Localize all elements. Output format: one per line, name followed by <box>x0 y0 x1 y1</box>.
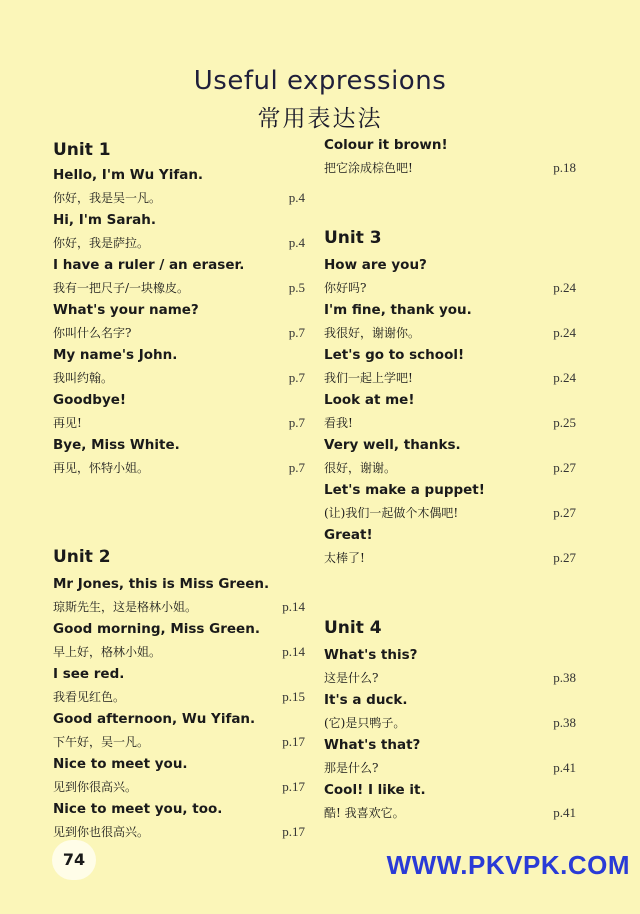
expression-en: Let's go to school! <box>324 347 465 363</box>
unit-1-title: Unit 1 <box>53 140 111 160</box>
list-item <box>324 734 576 779</box>
list-item <box>324 689 576 734</box>
list-item <box>324 644 576 689</box>
list-item <box>53 209 305 254</box>
page-ref: p.4 <box>288 190 305 205</box>
page-ref: p.7 <box>288 325 305 340</box>
expression-cn: 我们一起上学吧! <box>324 371 413 385</box>
list-item <box>53 434 305 479</box>
expression-en: What's your name? <box>53 302 199 318</box>
unit-4-title: Unit 4 <box>324 618 382 638</box>
expression-cn: 那是什么? <box>324 761 379 775</box>
expression-en: Nice to meet you, too. <box>53 801 223 817</box>
page-ref: p.24 <box>553 280 576 295</box>
list-item <box>53 344 305 389</box>
right-column <box>324 134 576 824</box>
left-column <box>53 136 305 843</box>
expression-cn: 把它涂成棕色吧! <box>324 161 413 175</box>
expression-cn: 我很好，谢谢你。 <box>324 326 421 340</box>
list-item <box>324 389 576 434</box>
page-ref: p.41 <box>553 805 576 820</box>
expression-cn: 琼斯先生，这是格林小姐。 <box>53 600 198 614</box>
expression-cn: 下午好，吴一凡。 <box>53 735 150 749</box>
page-ref: p.14 <box>282 599 305 614</box>
expression-en: Colour it brown! <box>324 137 448 153</box>
expression-cn: 你好吗? <box>324 281 367 295</box>
page-ref: p.25 <box>553 415 576 430</box>
list-item <box>324 779 576 824</box>
list-item <box>324 434 576 479</box>
expression-cn: 看我! <box>324 416 353 430</box>
expression-cn: 酷! 我喜欢它。 <box>324 806 405 820</box>
list-item <box>53 663 305 708</box>
page-ref: p.7 <box>288 415 305 430</box>
expression-en: Good afternoon, Wu Yifan. <box>53 711 256 727</box>
list-item <box>53 708 305 753</box>
unit-2-title: Unit 2 <box>53 547 111 567</box>
page-ref: p.18 <box>553 160 576 175</box>
expression-en: What's this? <box>324 647 418 663</box>
page-ref: p.38 <box>553 715 576 730</box>
expression-cn: 太棒了! <box>324 551 365 565</box>
expression-en: I see red. <box>53 666 125 682</box>
page-ref: p.14 <box>282 644 305 659</box>
expression-en: What's that? <box>324 737 421 753</box>
page-title-cn: 常用表达法 <box>257 106 383 132</box>
list-item <box>53 618 305 663</box>
page-ref: p.38 <box>553 670 576 685</box>
list-item <box>324 299 576 344</box>
expression-cn: 你好，我是萨拉。 <box>53 236 150 250</box>
expression-cn: (它)是只鸭子。 <box>324 716 406 730</box>
page-ref: p.24 <box>553 325 576 340</box>
expression-en: Great! <box>324 527 373 543</box>
expression-en: I have a ruler / an eraser. <box>53 257 245 273</box>
expression-en: Let's make a puppet! <box>324 482 485 498</box>
expression-cn: 再见，怀特小姐。 <box>53 461 150 475</box>
page-ref: p.27 <box>553 460 576 475</box>
expression-cn: 你叫什么名字? <box>53 326 132 340</box>
page-ref: p.24 <box>553 370 576 385</box>
list-item <box>53 164 305 209</box>
expression-cn: 我叫约翰。 <box>53 371 114 385</box>
expression-en: I'm fine, thank you. <box>324 302 472 318</box>
expression-cn: 再见! <box>53 416 82 430</box>
expression-en: Hi, I'm Sarah. <box>53 212 157 228</box>
expression-cn: 见到你很高兴。 <box>53 780 138 794</box>
list-item <box>324 479 576 524</box>
list-item <box>53 753 305 798</box>
expression-en: Cool! I like it. <box>324 782 426 798</box>
expression-cn: 这是什么? <box>324 671 379 685</box>
page-ref: p.15 <box>282 689 305 704</box>
page-ref: p.27 <box>553 550 576 565</box>
page-ref: p.17 <box>282 734 305 749</box>
expression-en: How are you? <box>324 257 427 273</box>
expression-en: Nice to meet you. <box>53 756 188 772</box>
page-ref: p.5 <box>288 280 305 295</box>
expression-cn: 你好，我是吴一凡。 <box>53 191 162 205</box>
expression-en: Mr Jones, this is Miss Green. <box>53 576 270 592</box>
page-title-en: Useful expressions <box>193 66 447 96</box>
expression-cn: 早上好，格林小姐。 <box>53 645 162 659</box>
expression-en: Hello, I'm Wu Yifan. <box>53 167 204 183</box>
list-item <box>53 798 305 843</box>
expression-cn: 我有一把尺子/一块橡皮。 <box>53 281 190 295</box>
list-item <box>53 299 305 344</box>
page-ref: p.17 <box>282 779 305 794</box>
expression-en: Goodbye! <box>53 392 127 408</box>
page-ref: p.7 <box>288 460 305 475</box>
expression-cn: 见到你也很高兴。 <box>53 825 150 839</box>
list-item <box>324 524 576 569</box>
expression-en: Bye, Miss White. <box>53 437 180 453</box>
expression-en: It's a duck. <box>324 692 408 708</box>
list-item <box>324 344 576 389</box>
expression-cn: 很好，谢谢。 <box>324 461 397 475</box>
list-item <box>53 254 305 299</box>
expression-en: Very well, thanks. <box>324 437 461 453</box>
expression-en: My name's John. <box>53 347 178 363</box>
page-number: 74 <box>52 840 96 880</box>
page-ref: p.41 <box>553 760 576 775</box>
watermark: WWW.PKVPK.COM <box>386 850 630 880</box>
list-item <box>324 134 576 179</box>
unit-3-title: Unit 3 <box>324 228 382 248</box>
expression-en: Look at me! <box>324 392 415 408</box>
expression-en: Good morning, Miss Green. <box>53 621 260 637</box>
page-ref: p.17 <box>282 824 305 839</box>
page-ref: p.7 <box>288 370 305 385</box>
page-ref: p.4 <box>288 235 305 250</box>
list-item <box>324 254 576 299</box>
list-item <box>53 389 305 434</box>
page-ref: p.27 <box>553 505 576 520</box>
expression-cn: 我看见红色。 <box>53 690 126 704</box>
list-item <box>53 573 305 618</box>
expression-cn: (让)我们一起做个木偶吧! <box>324 506 459 520</box>
